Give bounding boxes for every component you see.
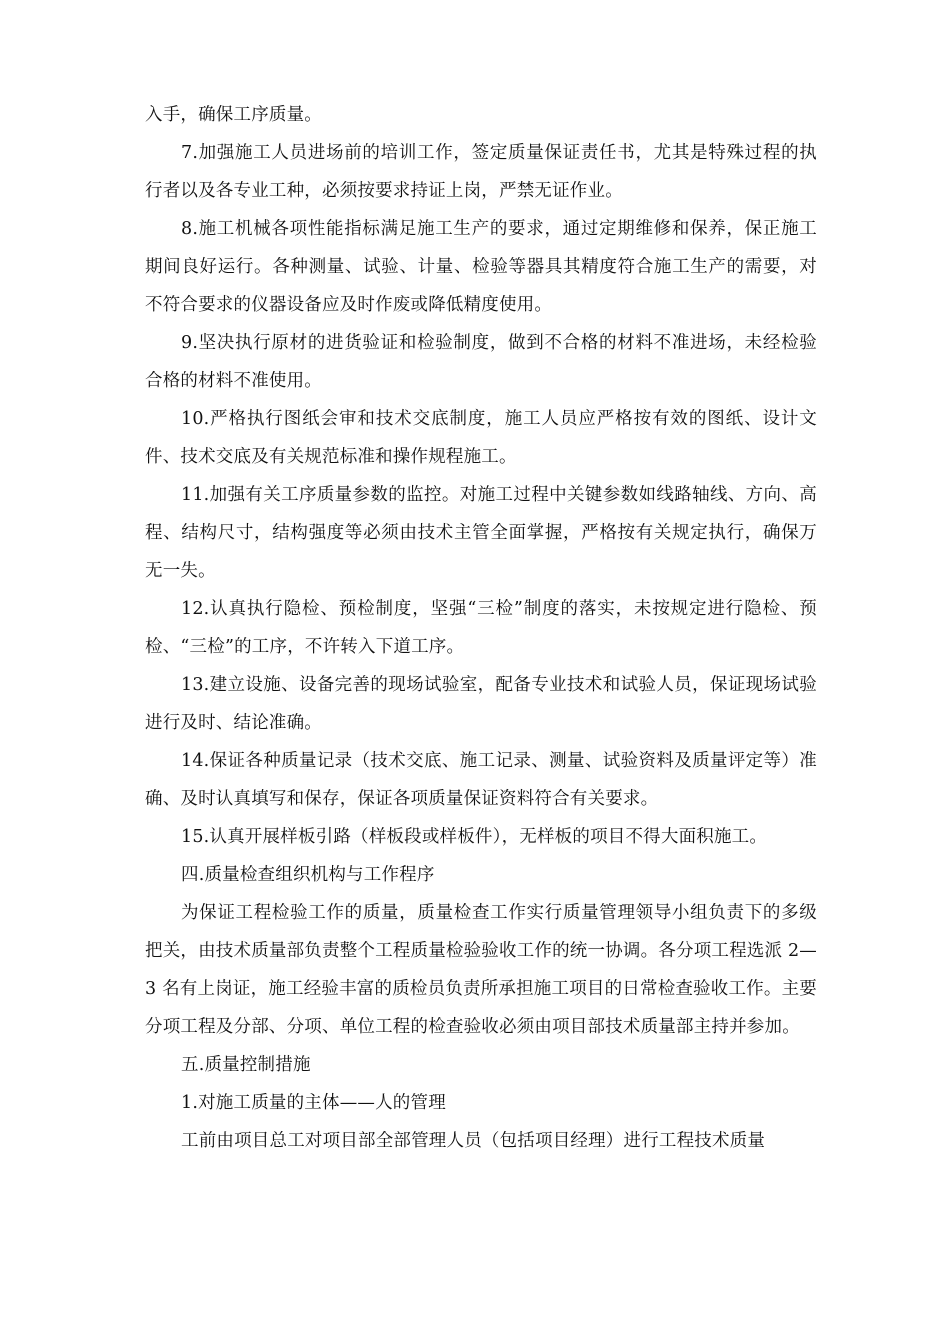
- paragraph-item-11: 11.加强有关工序质量参数的监控。对施工过程中关键参数如线路轴线、方向、高程、结构尺寸，结构强度等必须由技术主管全面掌握，严格按有关规定执行，确保万无一失。: [145, 485, 817, 581]
- paragraph-personnel-management: 工前由项目总工对项目部全部管理人员（包括项目经理）进行工程技术质量: [181, 1131, 766, 1151]
- subheading-1: 1.对施工质量的主体——人的管理: [181, 1093, 446, 1113]
- section-heading-5: 五.质量控制措施: [181, 1055, 311, 1075]
- paragraph-item-12: 12.认真执行隐检、预检制度，坚强“三检”制度的落实，未按规定进行隐检、预检、“三检”的工序，不许转入下道工序。: [145, 599, 817, 657]
- paragraph-inspection-organization: 为保证工程检验工作的质量，质量检查工作实行质量管理领导小组负责下的多级把关，由技术质量部负责整个工程质量检验验收工作的统一协调。各分项工程选派 2—3 名有上岗证，施工经验丰富的质检员负责所承担施工项目的日常检查验收工作。主要分项工程及分部、分项、单位工程的检查验收必须由项目部技术质量部主持并参加。: [145, 903, 817, 1037]
- paragraph-item-13: 13.建立设施、设备完善的现场试验室，配备专业技术和试验人员，保证现场试验进行及时、结论准确。: [145, 675, 817, 733]
- paragraph-item-10: 10.严格执行图纸会审和技术交底制度，施工人员应严格按有效的图纸、设计文件、技术交底及有关规范标准和操作规程施工。: [145, 409, 817, 467]
- paragraph-item-15: 15.认真开展样板引路（样板段或样板件），无样板的项目不得大面积施工。: [181, 827, 768, 847]
- document-body: [145, 96, 817, 1160]
- paragraph-item-9: 9.坚决执行原材的进货验证和检验制度，做到不合格的材料不准进场，未经检验合格的材料不准使用。: [145, 333, 817, 391]
- paragraph-continuation: 入手，确保工序质量。: [145, 105, 322, 125]
- section-heading-4: 四.质量检查组织机构与工作程序: [181, 865, 435, 885]
- paragraph-item-14: 14.保证各种质量记录（技术交底、施工记录、测量、试验资料及质量评定等）准确、及时认真填写和保存，保证各项质量保证资料符合有关要求。: [145, 751, 817, 809]
- paragraph-item-8: 8.施工机械各项性能指标满足施工生产的要求，通过定期维修和保养，保正施工期间良好运行。各种测量、试验、计量、检验等器具其精度符合施工生产的需要，对不符合要求的仪器设备应及时作废或降低精度使用。: [145, 219, 817, 315]
- paragraph-item-7: 7.加强施工人员进场前的培训工作，签定质量保证责任书，尤其是特殊过程的执行者以及各专业工种，必须按要求持证上岗，严禁无证作业。: [145, 143, 817, 201]
